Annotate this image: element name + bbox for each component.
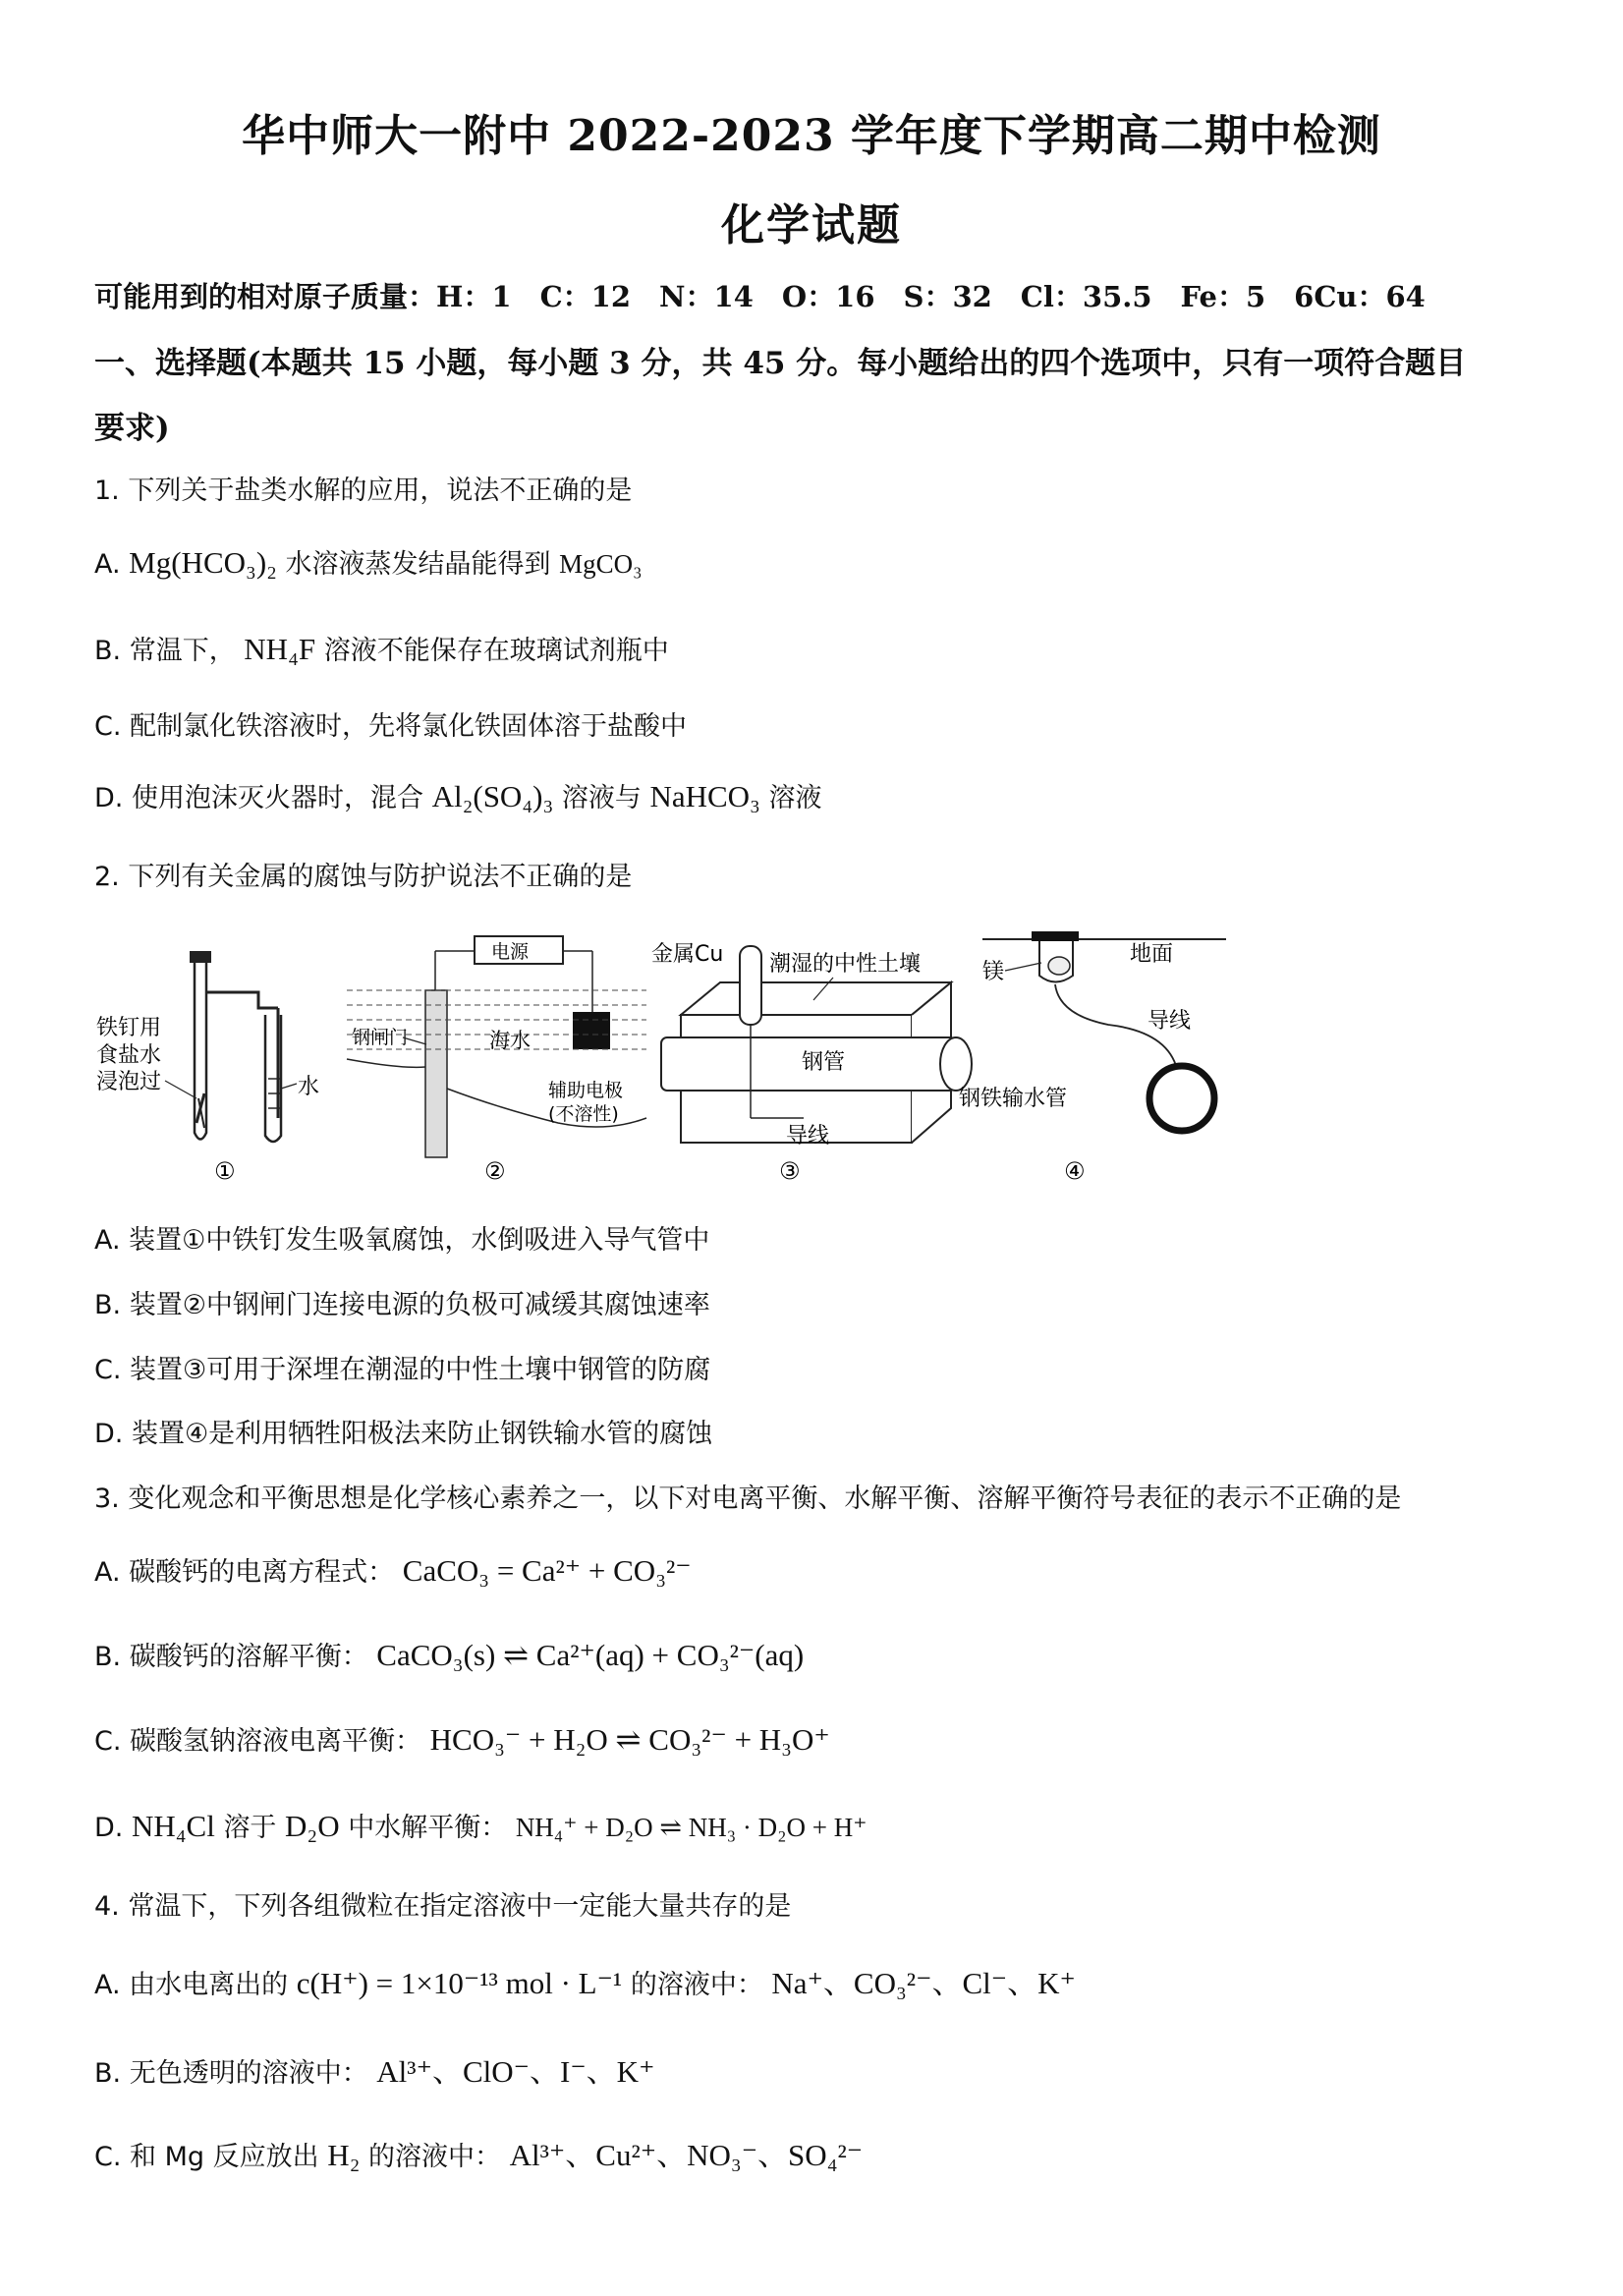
formula: MgCO₃	[559, 549, 643, 579]
q2-option-c	[94, 1348, 710, 1386]
q3-option-b	[94, 1635, 804, 1673]
option-text: 溶液	[768, 783, 822, 813]
option-label: C.	[94, 711, 122, 742]
atomic-masses: 可能用到的相对原子质量：H：1 C：12 N：14 O：16 S：32 Cl：35.5 Fe：5 6Cu：64	[94, 280, 1426, 313]
corrosion-apparatus-figure	[86, 922, 1246, 1187]
q1-option-d	[94, 776, 821, 814]
formula: HCO₃⁻ + H₂O ⇌ CO₃²⁻ + H₃O⁺	[429, 1722, 830, 1757]
option-text: 配制氯化铁溶液时，先将氯化铁固体溶于盐酸中	[130, 711, 688, 742]
option-text: 碳酸氢钠溶液电离平衡：	[130, 1726, 422, 1757]
option-text: 溶液与	[561, 783, 642, 813]
fig2-power-label: 电源	[491, 941, 530, 963]
fig3-soil-label: 潮湿的中性土壤	[769, 952, 922, 977]
option-text: 的溶液中：	[630, 1970, 763, 2000]
option-text: 中水解平衡：	[348, 1813, 508, 1843]
q2-stem: 2. 下列有关金属的腐蚀与防护说法不正确的是	[94, 862, 633, 892]
fig4-wire-label: 导线	[1147, 1009, 1192, 1034]
fig3-number: ③	[779, 1157, 801, 1185]
option-text: 溶于	[223, 1813, 277, 1843]
option-text: 装置③可用于深埋在潮湿的中性土壤中钢管的防腐	[130, 1355, 711, 1385]
fig1-label-1: 铁钉用	[96, 1016, 162, 1040]
fig4-mg-label: 镁	[982, 960, 1005, 984]
option-label: B.	[94, 1642, 122, 1672]
formula: CaCO₃(s) ⇌ Ca²⁺(aq) + CO₃²⁻(aq)	[376, 1638, 805, 1672]
q1-option-c	[94, 704, 687, 743]
exam-title: 华中师大一附中 2022-2023 学年度下学期高二期中检测	[242, 111, 1381, 161]
fig2-electrode-label: 辅助电极	[548, 1080, 624, 1101]
formula: Al³⁺、ClO⁻、I⁻、K⁺	[376, 2054, 655, 2089]
option-label: A.	[94, 549, 121, 580]
option-text: 使用泡沫灭火器时，混合	[131, 783, 423, 813]
q2-option-a	[94, 1218, 709, 1257]
fig1-water-label: 水	[298, 1075, 320, 1099]
option-label: D.	[94, 1419, 124, 1449]
q3-stem: 3. 变化观念和平衡思想是化学核心素养之一，以下对电离平衡、水解平衡、溶解平衡符号表征的表示不正确的是	[94, 1484, 1402, 1514]
option-label: B.	[94, 1290, 122, 1320]
option-label: C.	[94, 2142, 122, 2172]
fig3-cu-label: 金属Cu	[651, 942, 724, 967]
section-heading-line2: 要求)	[94, 411, 170, 446]
option-text: 装置②中钢闸门连接电源的负极可减缓其腐蚀速率	[129, 1290, 710, 1320]
fig2-insoluble-label: (不溶性)	[548, 1103, 619, 1125]
option-label: D.	[94, 1813, 124, 1843]
formula: NaHCO₃	[649, 779, 760, 813]
formula: Na⁺、CO₃²⁻、Cl⁻、K⁺	[771, 1966, 1076, 2000]
q1-stem: 1. 下列关于盐类水解的应用，说法不正确的是	[94, 476, 633, 506]
fig3-wire-label: 导线	[786, 1124, 830, 1148]
option-label: C.	[94, 1726, 122, 1757]
formula: NH₄Cl	[131, 1809, 215, 1843]
option-label: C.	[94, 1355, 122, 1385]
fig4-number: ④	[1064, 1157, 1086, 1185]
option-label: D.	[94, 783, 124, 813]
formula: H₂	[327, 2138, 361, 2172]
fig2-sea-label: 海水	[489, 1029, 531, 1052]
formula: CaCO₃ = Ca²⁺ + CO₃²⁻	[402, 1553, 692, 1588]
exam-subtitle: 化学试题	[721, 200, 902, 251]
q2-option-d	[94, 1412, 712, 1450]
fig1-label-2: 食盐水	[96, 1043, 162, 1068]
option-text: 的溶液中：	[368, 2142, 502, 2172]
option-text: 碳酸钙的溶解平衡：	[129, 1642, 368, 1672]
option-text: 装置④是利用牺牲阳极法来防止钢铁输水管的腐蚀	[131, 1419, 713, 1449]
option-text: 溶液不能保存在玻璃试剂瓶中	[323, 636, 669, 666]
formula: NH₄F	[244, 632, 316, 666]
q4-option-a	[94, 1958, 1076, 2002]
q4-option-b	[94, 2046, 654, 2091]
q3-option-d	[94, 1806, 867, 1844]
fig4-ground-label: 地面	[1130, 942, 1174, 967]
section-heading-line1: 一、选择题(本题共 15 小题，每小题 3 分，共 45 分。每小题给出的四个选项中，只有一项符合题目	[94, 346, 1467, 381]
option-text: 碳酸钙的电离方程式：	[129, 1557, 395, 1588]
option-label: A.	[94, 1557, 121, 1588]
formula: NH₄⁺ + D₂O ⇌ NH₃ · D₂O + H⁺	[515, 1813, 867, 1842]
q3-option-a	[94, 1550, 692, 1589]
fig1-label-3: 浸泡过	[96, 1070, 162, 1094]
q1-option-a	[94, 542, 643, 581]
option-label: B.	[94, 636, 122, 666]
figure-2-impressed-current	[347, 936, 646, 1185]
q2-option-b	[94, 1283, 710, 1321]
q1-option-b	[94, 629, 669, 667]
option-label: A.	[94, 1970, 121, 2000]
fig2-number: ②	[484, 1157, 506, 1185]
formula: D₂O	[285, 1809, 340, 1843]
option-text: 常温下，	[129, 636, 236, 666]
formula: c(H⁺) = 1×10⁻¹³ mol · L⁻¹	[296, 1966, 623, 2000]
fig4-pipe-label: 钢铁输水管	[959, 1087, 1068, 1111]
option-text: 由水电离出的	[129, 1970, 289, 2000]
fig3-pipe-label: 钢管	[802, 1050, 846, 1075]
figure-4-sacrificial-magnesium	[959, 931, 1226, 1185]
option-text: 无色透明的溶液中：	[129, 2058, 368, 2089]
fig2-gate-label: 钢闸门	[352, 1027, 409, 1048]
q4-option-c	[94, 2130, 863, 2174]
option-label: B.	[94, 2058, 122, 2089]
option-label: A.	[94, 1225, 121, 1256]
option-text: 水溶液蒸发结晶能得到	[285, 549, 551, 580]
figure-1-test-tube-setup	[96, 951, 319, 1185]
fig1-number: ①	[214, 1157, 236, 1185]
formula: Al₂(SO₄)₃	[431, 779, 554, 813]
option-text: 和 Mg 反应放出	[130, 2142, 319, 2172]
q4-stem: 4. 常温下，下列各组微粒在指定溶液中一定能大量共存的是	[94, 1891, 792, 1922]
q3-option-c	[94, 1719, 830, 1758]
formula: Al³⁺、Cu²⁺、NO₃⁻、SO₄²⁻	[509, 2138, 864, 2172]
figure-3-sacrificial-copper	[651, 942, 972, 1185]
option-text: 装置①中铁钉发生吸氧腐蚀，水倒吸进入导气管中	[129, 1225, 710, 1256]
formula: Mg(HCO₃)₂	[129, 545, 277, 580]
